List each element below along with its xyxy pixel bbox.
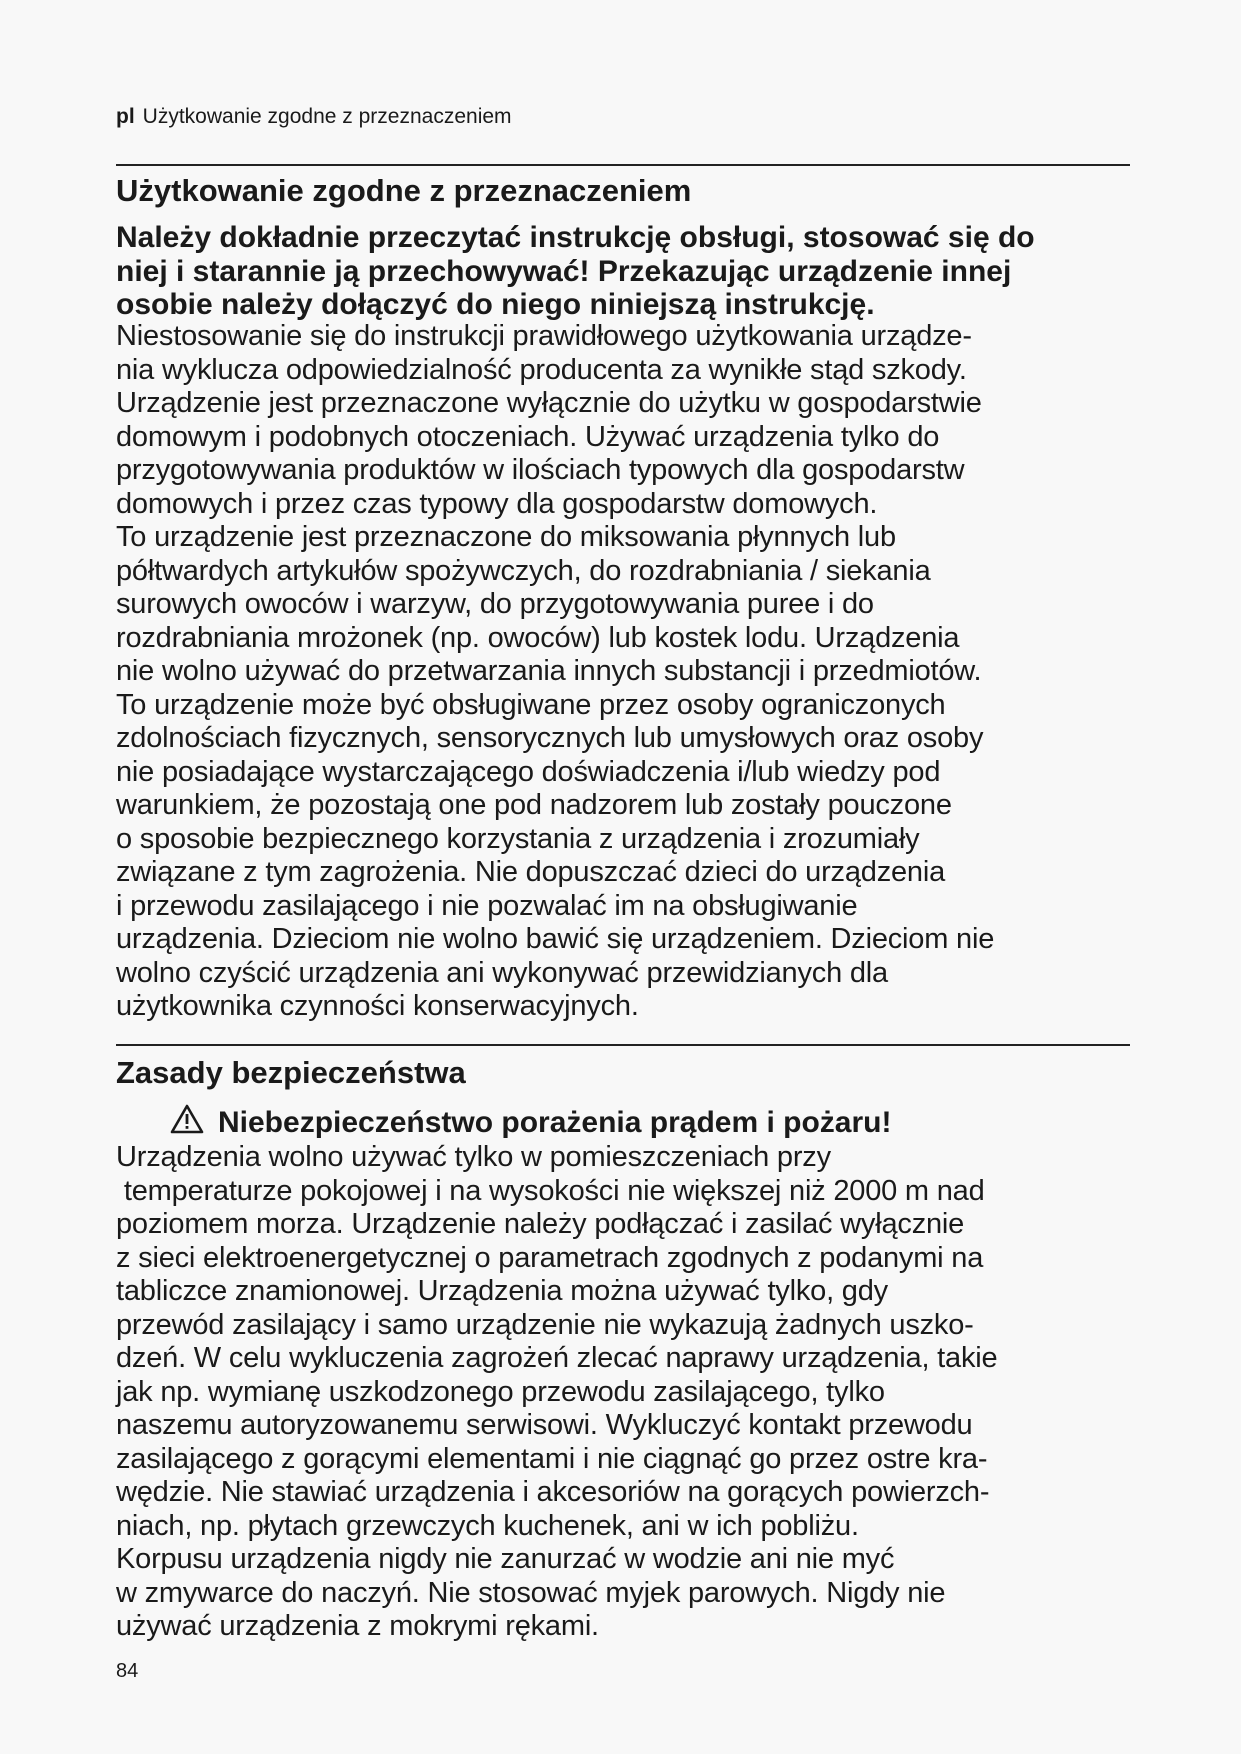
warning-triangle-icon <box>170 1104 204 1142</box>
text-line: nie posiadające wystarczającego doświadczenia i/lub wiedzy pod <box>116 755 941 788</box>
text-line: Niestosowanie się do instrukcji prawidłowego użytkowania urządze- <box>116 320 972 352</box>
text-line: wolno czyścić urządzenia ani wykonywać przewidzianych dla <box>116 956 888 989</box>
text-line: Należy dokładnie przeczytać instrukcję obsługi, stosować się do <box>116 221 1035 254</box>
text-line: nia wyklucza odpowiedzialność producenta za wynikłe stąd szkody. <box>116 353 967 386</box>
text-line: niach, np. płytach grzewczych kuchenek, ani w ich pobliżu. <box>116 1509 859 1542</box>
body-paragraph <box>116 320 994 1024</box>
text-line: Korpusu urządzenia nigdy nie zanurzać w wodzie ani nie myć <box>116 1543 895 1575</box>
text-line: rozdrabniania mrożonek (np. owoców) lub kostek lodu. Urządzenia <box>116 621 960 654</box>
text-line: urządzenia. Dzieciom nie wolno bawić się urządzeniem. Dzieciom nie <box>116 923 995 955</box>
text-line: przygotowywania produktów w ilościach typowych dla gospodarstw <box>116 454 965 486</box>
text-line: używać urządzenia z mokrymi rękami. <box>116 1610 599 1642</box>
text-line: niej i starannie ją przechowywać! Przekazując urządzenie innej <box>116 254 1012 288</box>
running-header <box>116 105 512 129</box>
text-line: i przewodu zasilającego i nie pozwalać im na obsługiwanie <box>116 889 858 922</box>
text-line: To urządzenie może być obsługiwane przez osoby ograniczonych <box>116 688 946 721</box>
language-code: pl <box>116 105 135 128</box>
body-paragraph <box>116 1141 997 1644</box>
text-line: dzeń. W celu wykluczenia zagrożeń zlecać naprawy urządzenia, takie <box>116 1342 998 1374</box>
warning-text: Niebezpieczeństwo porażenia prądem i pożaru! <box>218 1106 892 1139</box>
text-line: tabliczce znamionowej. Urządzenia można używać tylko, gdy <box>116 1275 888 1307</box>
text-line: Urządzenia wolno używać tylko w pomieszczeniach przy <box>116 1141 831 1173</box>
section-heading: Użytkowanie zgodne z przeznaczeniem <box>116 173 692 208</box>
text-line: domowym i podobnych otoczeniach. Używać urządzenia tylko do <box>116 420 940 453</box>
section-heading: Zasady bezpieczeństwa <box>116 1055 466 1090</box>
text-line: To urządzenie jest przeznaczone do miksowania płynnych lub <box>116 521 896 553</box>
text-line: wędzie. Nie stawiać urządzenia i akcesoriów na gorących powierzch- <box>116 1476 990 1508</box>
text-line: w zmywarce do naczyń. Nie stosować myjek parowych. Nigdy nie <box>116 1576 946 1609</box>
text-line: warunkiem, że pozostają one pod nadzorem lub zostały pouczone <box>116 789 952 821</box>
text-line: związane z tym zagrożenia. Nie dopuszczać dzieci do urządzenia <box>116 856 946 888</box>
running-title: Użytkowanie zgodne z przeznaczeniem <box>142 105 512 128</box>
warning-heading <box>170 1104 891 1142</box>
text-line: Urządzenie jest przeznaczone wyłącznie do użytku w gospodarstwie <box>116 387 982 419</box>
section-divider <box>116 164 1130 166</box>
text-line: zasilającego z gorącymi elementami i nie ciągnąć go przez ostre kra- <box>116 1442 988 1475</box>
text-line: surowych owoców i warzyw, do przygotowywania puree i do <box>116 588 874 620</box>
text-line: jak np. wymianę uszkodzonego przewodu zasilającego, tylko <box>116 1375 885 1408</box>
text-line: zdolnościach fizycznych, sensorycznych lub umysłowych oraz osoby <box>116 722 984 754</box>
text-line: o sposobie bezpiecznego korzystania z urządzenia i zrozumiały <box>116 822 920 855</box>
text-line: nie wolno używać do przetwarzania innych substancji i przedmiotów. <box>116 655 982 687</box>
text-line: osobie należy dołączyć do niego niniejszą instrukcję. <box>116 288 875 321</box>
section-divider <box>116 1044 1130 1046</box>
page-number: 84 <box>116 1660 139 1682</box>
text-line: naszemu autoryzowanemu serwisowi. Wykluczyć kontakt przewodu <box>116 1409 973 1441</box>
lead-paragraph <box>116 221 1035 322</box>
text-line: przewód zasilający i samo urządzenie nie wykazują żadnych uszko- <box>116 1308 974 1341</box>
text-line: użytkownika czynności konserwacyjnych. <box>116 990 639 1022</box>
text-line: temperaturze pokojowej i na wysokości nie większej niż 2000 m nad <box>116 1174 985 1207</box>
text-line: domowych i przez czas typowy dla gospodarstw domowych. <box>116 487 878 520</box>
text-line: poziomem morza. Urządzenie należy podłączać i zasilać wyłącznie <box>116 1208 965 1240</box>
text-line: z sieci elektroenergetycznej o parametrach zgodnych z podanymi na <box>116 1241 984 1274</box>
text-line: półtwardych artykułów spożywczych, do rozdrabniania / siekania <box>116 554 931 587</box>
